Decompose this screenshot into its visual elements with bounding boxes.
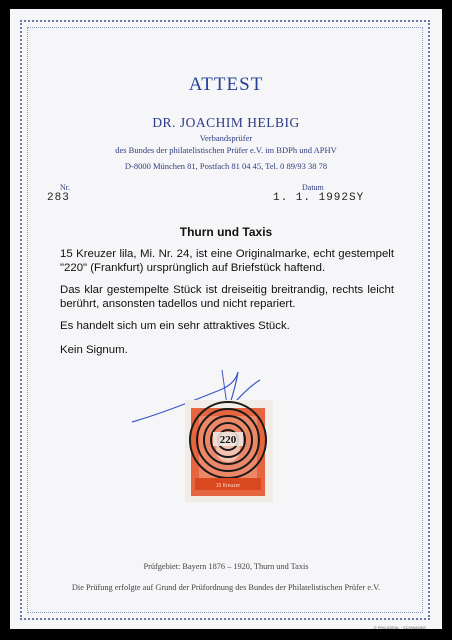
- assessment-paragraph: Es handelt sich um ein sehr attraktives Stück.: [60, 320, 290, 332]
- expert-affiliation: des Bundes der philatelistischen Prüfer e.V. im BDPh und APHV: [115, 145, 337, 155]
- image-watermark: © PHILASEAL · SCHWANKE: [373, 625, 426, 630]
- cancel-number: 220: [219, 434, 237, 446]
- expert-profession: Verbandsprüfer: [199, 133, 253, 143]
- examination-note: Die Prüfung erfolgte auf Grund der Prüfordnung des Bundes der Philatelistischen Prüfer e.V.: [71, 583, 381, 592]
- denomination-text: 15 Kreuzer: [215, 483, 241, 489]
- nr-value: 283: [47, 192, 70, 204]
- datum-label: Datum: [302, 183, 324, 192]
- stamp-heading: Thurn und Taxis: [179, 225, 273, 239]
- certificate-title: ATTEST: [188, 74, 264, 95]
- signum-paragraph: Kein Signum.: [60, 344, 128, 356]
- stamp-image: [185, 400, 273, 502]
- description-paragraph: 15 Kreuzer lila, Mi. Nr. 24, ist eine Originalmarke, echt gestempelt "220" (Frankfurt) ursprünglich auf Briefstück haftend.: [60, 248, 394, 274]
- expert-address: D-8000 München 81, Postfach 81 04 45, Tel. 0 89/93 38 78: [124, 161, 328, 171]
- datum-value: 1. 1. 1992SY: [273, 192, 365, 204]
- expertise-area: Prüfgebiet: Bayern 1876 – 1920, Thurn und Taxis: [143, 562, 309, 571]
- expert-name: DR. JOACHIM HELBIG: [152, 115, 300, 130]
- condition-paragraph: Das klar gestempelte Stück ist dreiseitig breitrandig, rechts leicht berührt, ansonsten tadellos und nicht repariert.: [60, 284, 394, 310]
- nr-label: Nr.: [60, 183, 70, 192]
